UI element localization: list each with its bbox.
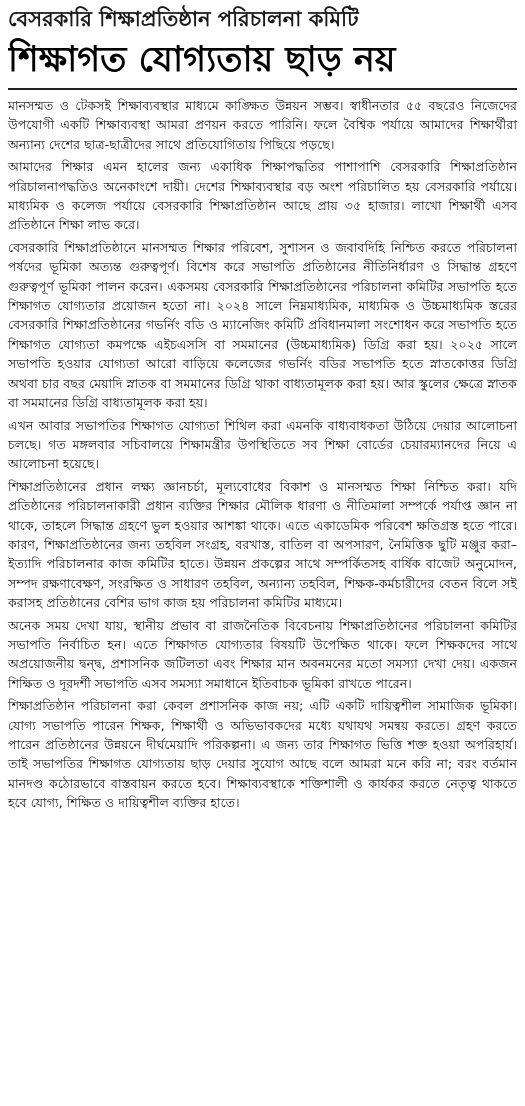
article-paragraph: এখন আবার সভাপতির শিক্ষাগত যোগ্যতা শিথিল করা এমনকি বাধ্যবাধকতা উঠিয়ে দেয়ার আলোচনা চলছে। গত মঙ্গলবার সচিবালয়ে শিক্ষামন্ত্রীর উপস্থিতিতে সব শিক্ষা বোর্ডের চেয়ারম্যানদের নিয়ে এ আলোচনা হয়েছে। — [8, 417, 517, 472]
article-kicker: বেসরকারি শিক্ষাপ্রতিষ্ঠান পরিচালনা কমিটি — [8, 7, 359, 31]
headline-divider — [8, 88, 517, 90]
article-headline: শিক্ষাগত যোগ্যতায় ছাড় নয় — [8, 40, 396, 80]
article-paragraph: শিক্ষাপ্রতিষ্ঠানের প্রধান লক্ষ্য জ্ঞানচর্চা, মূল্যবোধের বিকাশ ও মানসম্মত শিক্ষা নিশ্চিত করা। যদি প্রতিষ্ঠানের পরিচালনাকারী প্রধান ব্যক্তির শিক্ষার মৌলিক ধারণা ও নীতিমালা সম্পর্কে পর্যাপ্ত জ্ঞান না থাকে, তাহলে সিদ্ধান্ত গ্রহণে ভুল হওয়ার আশঙ্কা থাকে। এতে একাডেমিক পরিবেশ ক্ষতিগ্রস্ত হতে পারে। কারণ, শিক্ষাপ্রতিষ্ঠানের জন্য তহবিল সংগ্রহ, বরখাস্ত, বাতিল বা অপসারণ, নৈমিত্তিক ছুটি মঞ্জুর করা– ইত্যাদি পরিচালনার কাজ কমিটির হাতে। উন্নয়ন প্রকল্পের সাথে সম্পর্কিতসহ বার্ষিক বাজেট অনুমোদন, সম্পদ রক্ষণাবেক্ষণ, সংরক্ষিত ও সাধারণ তহবিল, অন্যান্য তহবিল, শিক্ষক-কর্মচারীদের বেতন বিলে সই করাসহ প্রতিষ্ঠানের বেশির ভাগ কাজ হয় পরিচালনা কমিটির মাধ্যমে। — [8, 478, 517, 611]
article-paragraph: আমাদের শিক্ষার এমন হালের জন্য একাধিক শিক্ষাপদ্ধতির পাশাপাশি বেসরকারি শিক্ষাপ্রতিষ্ঠান পরিচালনাপদ্ধতিও অনেকাংশে দায়ী। দেশের শিক্ষাব্যবস্থার বড় অংশ পরিচালিত হয় বেসরকারি পর্যায়ে। মাধ্যমিক ও কলেজ পর্যায়ে বেসরকারি শিক্ষাপ্রতিষ্ঠান আছে প্রায় ৩৫ হাজার। লাখো শিক্ষার্থী এসব প্রতিষ্ঠানে শিক্ষা লাভ করে। — [8, 159, 517, 233]
article-body — [8, 96, 517, 813]
article-paragraph: মানসম্মত ও টেকসই শিক্ষাব্যবস্থার মাধ্যমে কাঙ্ক্ষিত উন্নয়ন সম্ভব। স্বাধীনতার ৫৫ বছরেও নিজেদের উপযোগী একটি শিক্ষাব্যবস্থা আমরা প্রণয়ন করতে পারিনি। ফলে বৈশ্বিক পর্যায়ে আমাদের শিক্ষার্থীরা অন্যান্য দেশের ছাত্র-ছাত্রীদের সাথে প্রতিযোগিতায় পিছিয়ে পড়ছে। — [8, 98, 517, 152]
article-paragraph: অনেক সময় দেখা যায়, স্থানীয় প্রভাব বা রাজনৈতিক বিবেচনায় শিক্ষাপ্রতিষ্ঠানের পরিচালনা কমিটির সভাপতি নির্বাচিত হন। এতে শিক্ষাগত যোগ্যতার বিষয়টি উপেক্ষিত থাকে। ফলে শিক্ষকদের সাথে অপ্রয়োজনীয় দ্বন্দ্ব, প্রশাসনিক জটিলতা এবং শিক্ষার মান অবনমনের মতো সমস্যা দেখা দেয়। একজন শিক্ষিত ও দূরদর্শী সভাপতি এসব সমস্যা সমাধানে ইতিবাচক ভূমিকা রাখতে পারেন। — [8, 617, 517, 691]
article-paragraph: শিক্ষাপ্রতিষ্ঠান পরিচালনা করা কেবল প্রশাসনিক কাজ নয়; এটি একটি দায়িত্বশীল সামাজিক ভূমিকা। যোগ্য সভাপতি পারেন শিক্ষক, শিক্ষার্থী ও অভিভাবকদের মধ্যে যথাযথ সমন্বয় করতে। গ্রহণ করতে পারেন প্রতিষ্ঠানের উন্নয়নে দীর্ঘমেয়াদি পরিকল্পনা। এ জন্য তার শিক্ষাগত ভিত্তি শক্ত হওয়া অপরিহার্য। তাই সভাপতির শিক্ষাগত যোগ্যতায় ছাড় দেয়ার সুযোগ আছে বলে আমরা মনে করি না; বরং বর্তমান মানদণ্ড কঠোরভাবে বাস্তবায়ন করতে হবে। শিক্ষাব্যবস্থাকে শক্তিশালী ও কার্যকর করতে নেতৃত্ব থাকতে হবে যোগ্য, শিক্ষিত ও দায়িত্বশীল ব্যক্তির হাতে। — [8, 698, 517, 811]
article-paragraph: বেসরকারি শিক্ষাপ্রতিষ্ঠানে মানসম্মত শিক্ষার পরিবেশ, সুশাসন ও জবাবদিহি নিশ্চিত করতে পরিচালনা পর্ষদের ভূমিকা অত্যন্ত গুরুত্বপূর্ণ। বিশেষ করে সভাপতি প্রতিষ্ঠানের নীতিনির্ধারণ ও সিদ্ধান্ত গ্রহণে গুরুত্বপূর্ণ ভূমিকা পালন করেন। একসময় বেসরকারি শিক্ষাপ্রতিষ্ঠানের পরিচালনা কমিটির সভাপতি হতে শিক্ষাগত যোগ্যতার প্রয়োজন হতো না। ২০২৪ সালে নিম্নমাধ্যমিক, মাধ্যমিক ও উচ্চমাধ্যমিক স্তরের বেসরকারি শিক্ষাপ্রতিষ্ঠানের গভর্নিং বডি ও ম্যানেজিং কমিটি প্রবিধানমালা সংশোধন করে সভাপতি হতে শিক্ষাগত যোগ্যতা কমপক্ষে এইচএসসি বা সমমানের (উচ্চমাধ্যমিক) ডিগ্রি করা হয়। ২০২৫ সালে সভাপতি হওয়ার যোগ্যতা আরো বাড়িয়ে কলেজের গভর্নিং বডির সভাপতি হতে স্নাতকোত্তর ডিগ্রি অথবা চার বছর মেয়াদি স্নাতক বা সমমানের ডিগ্রি থাকা বাধ্যতামূলক করা হয়। আর স্কুলের ক্ষেত্রে স্নাতক বা সমমানের ডিগ্রি বাধ্যতামূলক করা হয়। — [8, 239, 517, 411]
